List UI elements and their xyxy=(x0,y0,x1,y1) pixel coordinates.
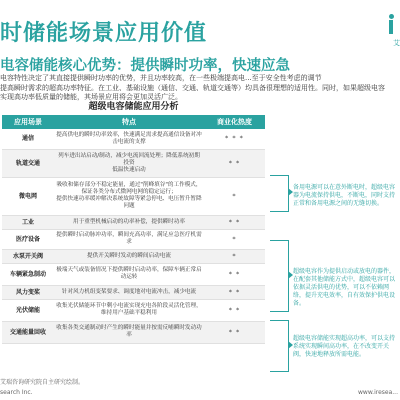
heat-cell: * * xyxy=(204,149,265,177)
table-row xyxy=(2,149,265,177)
application-table xyxy=(2,115,265,344)
bracket-connector xyxy=(270,175,289,212)
table-row xyxy=(2,215,265,229)
source-note: 艾瑞咨询研究院自主研究绘制。 xyxy=(0,379,85,386)
scene-cell: 工业 xyxy=(2,215,54,229)
table-row xyxy=(2,285,265,299)
column-header-scene: 应用场景 xyxy=(2,115,54,129)
heat-cell: * xyxy=(204,249,265,263)
feature-cell: 吸收和储存部分不稳定能量，通过"削峰填谷"的工作模式，保证各类分布式微网电网的稳定运行； 提供快速功率缓冲解决系统故障等紧急停电、电压暂升暂降问题 xyxy=(54,177,204,215)
table-header-row xyxy=(2,115,265,129)
scene-cell: 通信 xyxy=(2,129,54,149)
table-row xyxy=(2,263,265,285)
page-subtitle: 电容储能核心优势：提供瞬时功率，快速应急 xyxy=(0,58,290,74)
heat-cell: * * xyxy=(204,299,265,321)
table-row xyxy=(2,177,265,215)
heat-cell: * * xyxy=(204,263,265,285)
scene-cell: 交通能量回收 xyxy=(2,321,54,343)
scene-cell: 风力变桨 xyxy=(2,285,54,299)
brand-logo-icon xyxy=(386,14,400,47)
scene-cell: 水泵开关阀 xyxy=(2,249,54,263)
scene-cell: 车辆紧急制动 xyxy=(2,263,54,285)
feature-cell: 用于重型机械启动的功率补偿，提供瞬时功率 xyxy=(54,215,204,229)
page-title: 时储能场景应用价值 xyxy=(0,21,208,46)
feature-cell: 列车进出站启动/制动，减少电流回流处理；降低系统初期投资 低温快速启动 xyxy=(54,149,204,177)
column-header-feature: 特点 xyxy=(54,115,204,129)
feature-cell: 提高供电的瞬时功率效率，快速满足需求提高通信设备对冲击电流的支撑 xyxy=(54,129,204,149)
logo-dot xyxy=(389,14,394,19)
callout-note: 备用电源可以在意外断电时，超级电容器为电流保持供电，不断电，同时支持正常和备用电源之间的无缝切换。 xyxy=(293,184,396,207)
table-row xyxy=(2,299,265,321)
intro-paragraph: 电容特性决定了其直接提供瞬时功率的优势，并且功率较高，在一些极端提高电...至于安全性考虑的调节 提高瞬时需求的超高功率特征。在工业、基础设施（通信、交通、轨道交通等）均具备很理想的适用性。同时，如果超级电容 实现高功率低质量的储能，其场景应用将会更加灵活广泛。 xyxy=(0,74,385,101)
table-row xyxy=(2,249,265,263)
bracket-connector xyxy=(270,240,289,312)
scene-cell: 医疗设备 xyxy=(2,229,54,249)
table-row xyxy=(2,229,265,249)
callout-note: 超级电容作为提供启动或放电的器件，在配套其他储能方式中，超级电容可以依据灵活供电的优势，可以不依赖网络，提升充电效率，自有效保护供电设备。 xyxy=(293,268,396,307)
column-header-heat: 商业化热度 xyxy=(204,115,265,129)
scene-cell: 光伏储能 xyxy=(2,299,54,321)
website-link[interactable]: www.iresea... xyxy=(358,389,398,396)
scene-cell: 微电网 xyxy=(2,177,54,215)
table-row xyxy=(2,321,265,343)
logo-bar xyxy=(389,20,393,34)
feature-cell: 提供瞬时启动脉冲功率，瞬间充高功率，满足应急医疗机需求 xyxy=(54,229,204,249)
feature-cell: 提供开关瞬时发动的瞬间启动电流 xyxy=(54,249,204,263)
table-row xyxy=(2,129,265,149)
table-title: 超级电容储能应用分析 xyxy=(88,102,179,112)
heat-cell: * * xyxy=(204,215,265,229)
scene-cell: 轨道交通 xyxy=(2,149,54,177)
heat-cell: * * * xyxy=(204,129,265,149)
feature-cell: 极端天气或装备情况下提供瞬时启动功率，保障车辆正常启动运转 xyxy=(54,263,204,285)
heat-cell: * * xyxy=(204,321,265,343)
brand-caption: 艾 xyxy=(393,39,400,47)
heat-cell: * * xyxy=(204,285,265,299)
heat-cell: * xyxy=(204,229,265,249)
feature-cell: 收集各类交通制动时产生的瞬时能量并按需反哺瞬时发动功率 xyxy=(54,321,204,343)
callout-note: 超级电容储能实现超高功率，可以支持系统实现瞬间高功率，在不改变开关阀，快速地释放所需电能。 xyxy=(293,335,396,358)
bracket-connector xyxy=(270,320,289,372)
feature-cell: 收集光伏储能环节中剩小电流实现充电各阶段灵活化管理，维持用户基础平稳利用 xyxy=(54,299,204,321)
feature-cell: 针对风力机组变桨要求、调度地对电流冲击，减少电流 xyxy=(54,285,204,299)
heat-cell: * xyxy=(204,177,265,215)
copyright-text: search Inc. xyxy=(0,389,33,396)
